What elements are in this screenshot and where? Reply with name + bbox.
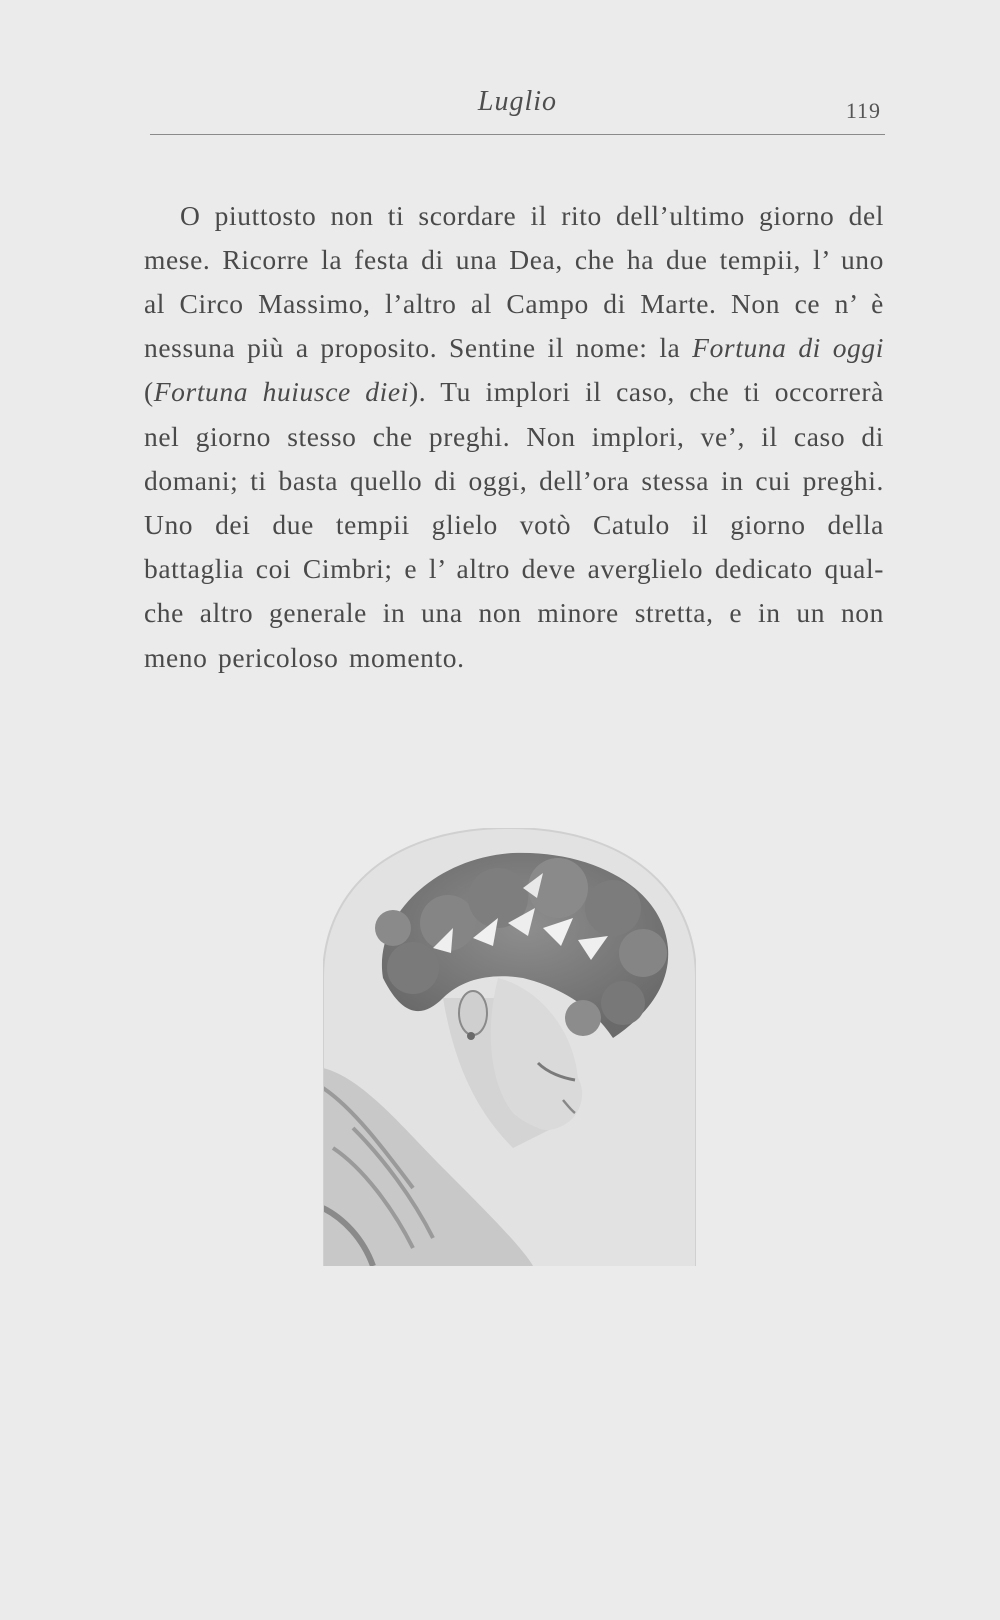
paragraph-text-part-3: ). Tu implori il caso, che ti occorrerà nel giorno stesso che preghi. Non implori, ve’, il caso di domani; ti basta quello di oggi, dell’ora stessa in cui preghi. Uno dei due tempii glielo votò Catulo il giorno della battaglia coi Cimbri; e l’ altro deve averglielo dedicato qual- che altro generale in una non minore stretta, e in un non meno pericoloso momento. bbox=[144, 376, 884, 673]
body-paragraph bbox=[144, 194, 884, 680]
paragraph-text-part-2: ( bbox=[144, 376, 154, 408]
running-title: Luglio bbox=[477, 86, 558, 117]
running-head bbox=[150, 78, 885, 138]
italic-phrase-fortuna-di-oggi: Fortuna di oggi bbox=[692, 332, 885, 364]
page-number: 119 bbox=[845, 98, 881, 123]
laurel-head-illustration bbox=[323, 828, 696, 1266]
italic-phrase-fortuna-huiusce-diei: Fortuna huiusce diei bbox=[153, 376, 409, 408]
header-rule bbox=[150, 134, 885, 135]
paragraph-text-part-1: O piuttosto non ti scordare il rito dell’ultimo giorno del mese. Ricorre la festa di una Dea, che ha due tempii, l’ uno al Circo Massimo, l’altro al Campo di Marte. Non ce n’ è nessuna più a proposito. Sentine il nome: la bbox=[144, 199, 884, 364]
